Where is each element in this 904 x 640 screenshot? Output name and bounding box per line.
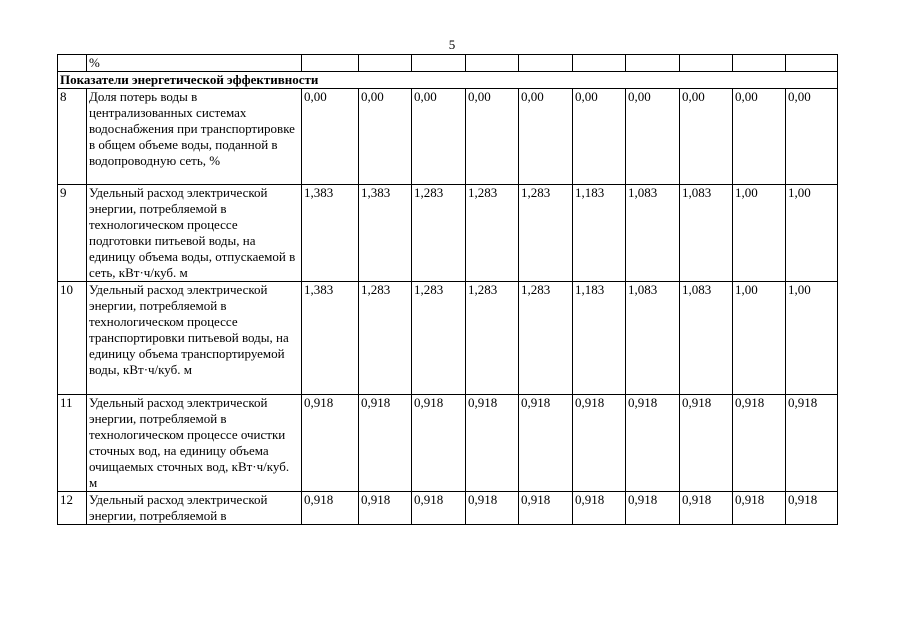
value-cell: 1,283 [519, 185, 573, 282]
value-cell: 0,918 [733, 492, 786, 525]
value-cell [519, 55, 573, 72]
unit-cell: % [87, 55, 302, 72]
value-cell: 1,283 [412, 185, 466, 282]
value-cell: 0,00 [412, 89, 466, 185]
row-number: 11 [58, 395, 87, 492]
value-cell [466, 55, 519, 72]
row-description: Удельный расход электрической энергии, потребляемой в [87, 492, 302, 525]
value-cell: 0,918 [680, 395, 733, 492]
value-cell: 1,383 [302, 185, 359, 282]
value-cell: 0,918 [359, 395, 412, 492]
value-cell: 0,00 [359, 89, 412, 185]
section-title: Показатели энергетической эффективности [58, 72, 838, 89]
value-cell: 0,00 [519, 89, 573, 185]
value-cell: 0,918 [573, 492, 626, 525]
value-cell [786, 55, 838, 72]
row-number: 12 [58, 492, 87, 525]
value-cell: 0,918 [786, 395, 838, 492]
table-row [58, 282, 838, 395]
value-cell: 0,918 [302, 492, 359, 525]
section-row [58, 72, 838, 89]
value-cell: 0,918 [733, 395, 786, 492]
page-number: 5 [448, 37, 456, 52]
value-cell: 1,383 [359, 185, 412, 282]
value-cell: 1,283 [359, 282, 412, 395]
value-cell [412, 55, 466, 72]
value-cell: 1,283 [466, 282, 519, 395]
value-cell: 1,083 [680, 185, 733, 282]
value-cell: 0,918 [412, 492, 466, 525]
value-cell [302, 55, 359, 72]
row-number: 8 [58, 89, 87, 185]
value-cell: 0,00 [626, 89, 680, 185]
value-cell: 1,183 [573, 185, 626, 282]
value-cell: 1,00 [786, 282, 838, 395]
value-cell: 0,00 [786, 89, 838, 185]
value-cell: 0,918 [680, 492, 733, 525]
value-cell: 0,00 [733, 89, 786, 185]
value-cell: 0,918 [519, 395, 573, 492]
value-cell: 0,918 [786, 492, 838, 525]
value-cell: 0,918 [626, 492, 680, 525]
value-cell [680, 55, 733, 72]
indicators-table [57, 54, 838, 525]
value-cell: 0,918 [626, 395, 680, 492]
table-row [58, 89, 838, 185]
value-cell: 1,00 [733, 282, 786, 395]
value-cell: 0,918 [466, 395, 519, 492]
value-cell: 1,00 [786, 185, 838, 282]
value-cell [626, 55, 680, 72]
row-description: Удельный расход электрической энергии, потребляемой в технологическом процессе транспортировки питьевой воды, на единицу объема транспортируемой воды, кВт·ч/куб. м [87, 282, 302, 395]
value-cell [359, 55, 412, 72]
value-cell: 0,918 [412, 395, 466, 492]
value-cell: 1,283 [519, 282, 573, 395]
value-cell: 1,283 [412, 282, 466, 395]
value-cell: 1,083 [626, 185, 680, 282]
value-cell: 0,918 [573, 395, 626, 492]
table-row [58, 55, 838, 72]
value-cell [733, 55, 786, 72]
value-cell: 1,00 [733, 185, 786, 282]
value-cell: 1,383 [302, 282, 359, 395]
value-cell: 0,918 [466, 492, 519, 525]
table-row [58, 185, 838, 282]
value-cell: 0,00 [466, 89, 519, 185]
value-cell: 0,00 [302, 89, 359, 185]
value-cell [573, 55, 626, 72]
value-cell: 1,283 [466, 185, 519, 282]
table-row [58, 492, 838, 525]
value-cell: 1,183 [573, 282, 626, 395]
value-cell: 0,918 [302, 395, 359, 492]
row-description: Удельный расход электрической энергии, потребляемой в технологическом процессе подготовки питьевой воды, на единицу объема воды, отпускаемой в сеть, кВт·ч/куб. м [87, 185, 302, 282]
number-cell [58, 55, 87, 72]
value-cell: 1,083 [626, 282, 680, 395]
value-cell: 0,00 [573, 89, 626, 185]
value-cell: 0,00 [680, 89, 733, 185]
row-number: 10 [58, 282, 87, 395]
row-description: Доля потерь воды в централизованных системах водоснабжения при транспортировке в общем объеме воды, поданной в водопроводную сеть, % [87, 89, 302, 185]
table-row [58, 395, 838, 492]
value-cell: 0,918 [519, 492, 573, 525]
row-number: 9 [58, 185, 87, 282]
row-description: Удельный расход электрической энергии, потребляемой в технологическом процессе очистки сточных вод, на единицу объема очищаемых сточных вод, кВт·ч/куб. м [87, 395, 302, 492]
value-cell: 0,918 [359, 492, 412, 525]
value-cell: 1,083 [680, 282, 733, 395]
